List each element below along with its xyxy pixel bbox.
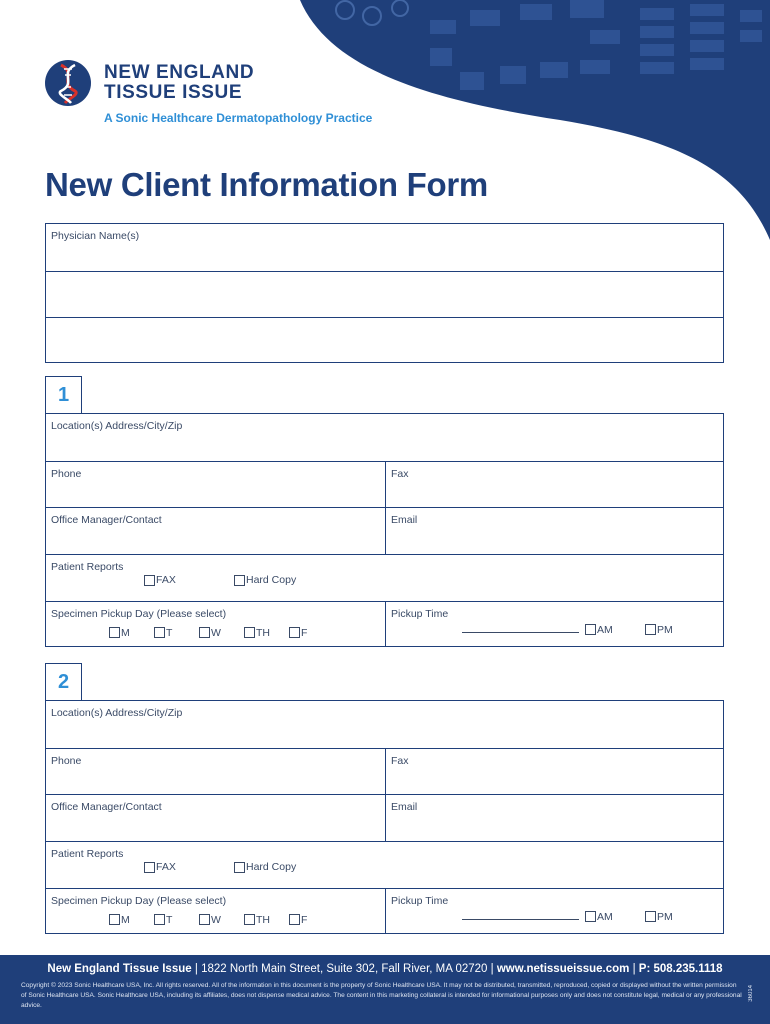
day-label: W bbox=[211, 913, 221, 926]
report-fax-checkbox[interactable] bbox=[144, 574, 176, 586]
day-label: M bbox=[121, 913, 130, 926]
email-field[interactable] bbox=[385, 795, 723, 841]
pickup-day-label: Specimen Pickup Day (Please select) bbox=[51, 607, 227, 620]
day-t-checkbox[interactable] bbox=[154, 627, 172, 639]
time-pm-label: PM bbox=[657, 910, 673, 923]
checkbox-icon bbox=[234, 575, 245, 586]
footer-document-code: 36014 bbox=[748, 985, 754, 1002]
time-am-label: AM bbox=[597, 910, 613, 923]
phone-label: Phone bbox=[51, 754, 82, 767]
location-address-field[interactable] bbox=[46, 414, 723, 461]
footer-separator: | bbox=[632, 963, 636, 975]
office-manager-label: Office Manager/Contact bbox=[51, 514, 162, 527]
time-pm-checkbox[interactable] bbox=[645, 624, 673, 636]
fax-field[interactable] bbox=[385, 462, 723, 508]
day-t-checkbox[interactable] bbox=[154, 914, 172, 926]
report-fax-label: FAX bbox=[156, 574, 176, 587]
time-am-checkbox[interactable] bbox=[585, 911, 613, 923]
footer-separator: | bbox=[490, 963, 494, 975]
day-label: W bbox=[211, 626, 221, 639]
day-th-checkbox[interactable] bbox=[244, 914, 270, 926]
checkbox-icon bbox=[645, 624, 656, 635]
checkbox-icon bbox=[109, 627, 120, 638]
report-hard-copy-checkbox[interactable] bbox=[234, 574, 296, 586]
patient-reports-cell bbox=[46, 555, 723, 601]
patient-reports-label: Patient Reports bbox=[51, 561, 124, 574]
day-label: T bbox=[166, 913, 173, 926]
section-2-number: 2 bbox=[45, 663, 82, 701]
phone-field[interactable] bbox=[46, 749, 385, 795]
checkbox-icon bbox=[244, 914, 255, 925]
report-hard-copy-checkbox[interactable] bbox=[234, 861, 296, 873]
checkbox-icon bbox=[585, 911, 596, 922]
physician-names-label: Physician Name(s) bbox=[51, 230, 140, 242]
footer bbox=[0, 955, 770, 1024]
footer-address: 1822 North Main Street, Suite 302, Fall River, MA 02720 bbox=[201, 963, 488, 975]
day-f-checkbox[interactable] bbox=[289, 627, 307, 639]
fax-field[interactable] bbox=[385, 749, 723, 795]
day-label: F bbox=[301, 626, 308, 639]
time-pm-checkbox[interactable] bbox=[645, 911, 673, 923]
email-label: Email bbox=[391, 801, 418, 814]
day-w-checkbox[interactable] bbox=[199, 914, 221, 926]
checkbox-icon bbox=[144, 575, 155, 586]
day-w-checkbox[interactable] bbox=[199, 627, 221, 639]
fax-label: Fax bbox=[391, 467, 409, 480]
checkbox-icon bbox=[585, 624, 596, 635]
day-th-checkbox[interactable] bbox=[244, 627, 270, 639]
report-hard-copy-label: Hard Copy bbox=[246, 574, 297, 587]
form-title: New Client Information Form bbox=[45, 166, 488, 203]
report-hard-copy-label: Hard Copy bbox=[246, 861, 297, 874]
location-section-2 bbox=[45, 700, 724, 934]
day-m-checkbox[interactable] bbox=[109, 627, 130, 639]
location-address-label: Location(s) Address/City/Zip bbox=[51, 420, 183, 432]
day-f-checkbox[interactable] bbox=[289, 914, 307, 926]
footer-contact-line bbox=[0, 963, 770, 975]
checkbox-icon bbox=[244, 627, 255, 638]
fax-label: Fax bbox=[391, 754, 409, 767]
time-am-checkbox[interactable] bbox=[585, 624, 613, 636]
office-manager-field[interactable] bbox=[46, 795, 385, 841]
section-1-number: 1 bbox=[45, 376, 82, 414]
office-manager-label: Office Manager/Contact bbox=[51, 801, 162, 814]
physician-names-box bbox=[45, 223, 724, 363]
day-label: TH bbox=[256, 626, 270, 639]
checkbox-icon bbox=[154, 627, 165, 638]
email-field[interactable] bbox=[385, 508, 723, 554]
footer-website-link[interactable]: www.netissueissue.com bbox=[496, 963, 630, 975]
pickup-time-label: Pickup Time bbox=[391, 894, 449, 907]
footer-legal-text: Copyright © 2023 Sonic Healthcare USA, Inc. All rights reserved. All of the information in this document is the property of Sonic Healthcare USA. It may not be distributed, transmitted, reproduced, copied or displayed without the written permission of Sonic Healthcare USA. Sonic Healthcare USA, including its affiliates, does not dispense medical advice. The content in this marketing collateral is intended for informational purposes only and does not constitute legal, medical or any professional advice. bbox=[21, 982, 742, 1009]
checkbox-icon bbox=[154, 914, 165, 925]
pickup-time-blank[interactable] bbox=[462, 919, 579, 920]
checkbox-icon bbox=[234, 862, 245, 873]
checkbox-icon bbox=[199, 914, 210, 925]
report-fax-label: FAX bbox=[156, 861, 176, 874]
checkbox-icon bbox=[199, 627, 210, 638]
day-label: T bbox=[166, 626, 173, 639]
brand-logo bbox=[44, 59, 254, 107]
footer-company: New England Tissue Issue bbox=[47, 963, 192, 975]
pickup-day-cell bbox=[46, 602, 385, 648]
checkbox-icon bbox=[289, 627, 300, 638]
brand-name-line1: NEW ENGLAND bbox=[104, 62, 255, 83]
patient-reports-cell bbox=[46, 842, 723, 888]
physician-name-field-1[interactable] bbox=[46, 224, 723, 271]
pickup-time-label: Pickup Time bbox=[391, 607, 449, 620]
pickup-time-cell bbox=[385, 889, 723, 935]
physician-name-field-3[interactable] bbox=[46, 318, 723, 364]
physician-name-field-2[interactable] bbox=[46, 272, 723, 318]
brand-name-line2: TISSUE ISSUE bbox=[104, 82, 243, 103]
pickup-day-cell bbox=[46, 889, 385, 935]
office-manager-field[interactable] bbox=[46, 508, 385, 554]
location-address-field[interactable] bbox=[46, 701, 723, 748]
phone-label: Phone bbox=[51, 467, 82, 480]
checkbox-icon bbox=[144, 862, 155, 873]
header-decoration bbox=[0, 0, 770, 260]
pickup-time-blank[interactable] bbox=[462, 632, 579, 633]
patient-reports-label: Patient Reports bbox=[51, 848, 124, 861]
checkbox-icon bbox=[109, 914, 120, 925]
day-label: TH bbox=[256, 913, 270, 926]
checkbox-icon bbox=[289, 914, 300, 925]
report-fax-checkbox[interactable] bbox=[144, 861, 176, 873]
time-pm-label: PM bbox=[657, 623, 673, 636]
location-section-1 bbox=[45, 413, 724, 647]
time-am-label: AM bbox=[597, 623, 613, 636]
phone-field[interactable] bbox=[46, 462, 385, 508]
pickup-day-label: Specimen Pickup Day (Please select) bbox=[51, 894, 227, 907]
location-address-label: Location(s) Address/City/Zip bbox=[51, 707, 183, 719]
dna-logo-icon bbox=[44, 59, 92, 107]
checkbox-icon bbox=[645, 911, 656, 922]
day-label: M bbox=[121, 626, 130, 639]
footer-phone: P: 508.235.1118 bbox=[638, 963, 723, 975]
brand-tagline: A Sonic Healthcare Dermatopathology Practice bbox=[104, 111, 373, 125]
day-m-checkbox[interactable] bbox=[109, 914, 130, 926]
footer-separator: | bbox=[194, 963, 198, 975]
day-label: F bbox=[301, 913, 308, 926]
pickup-time-cell bbox=[385, 602, 723, 648]
email-label: Email bbox=[391, 514, 418, 527]
